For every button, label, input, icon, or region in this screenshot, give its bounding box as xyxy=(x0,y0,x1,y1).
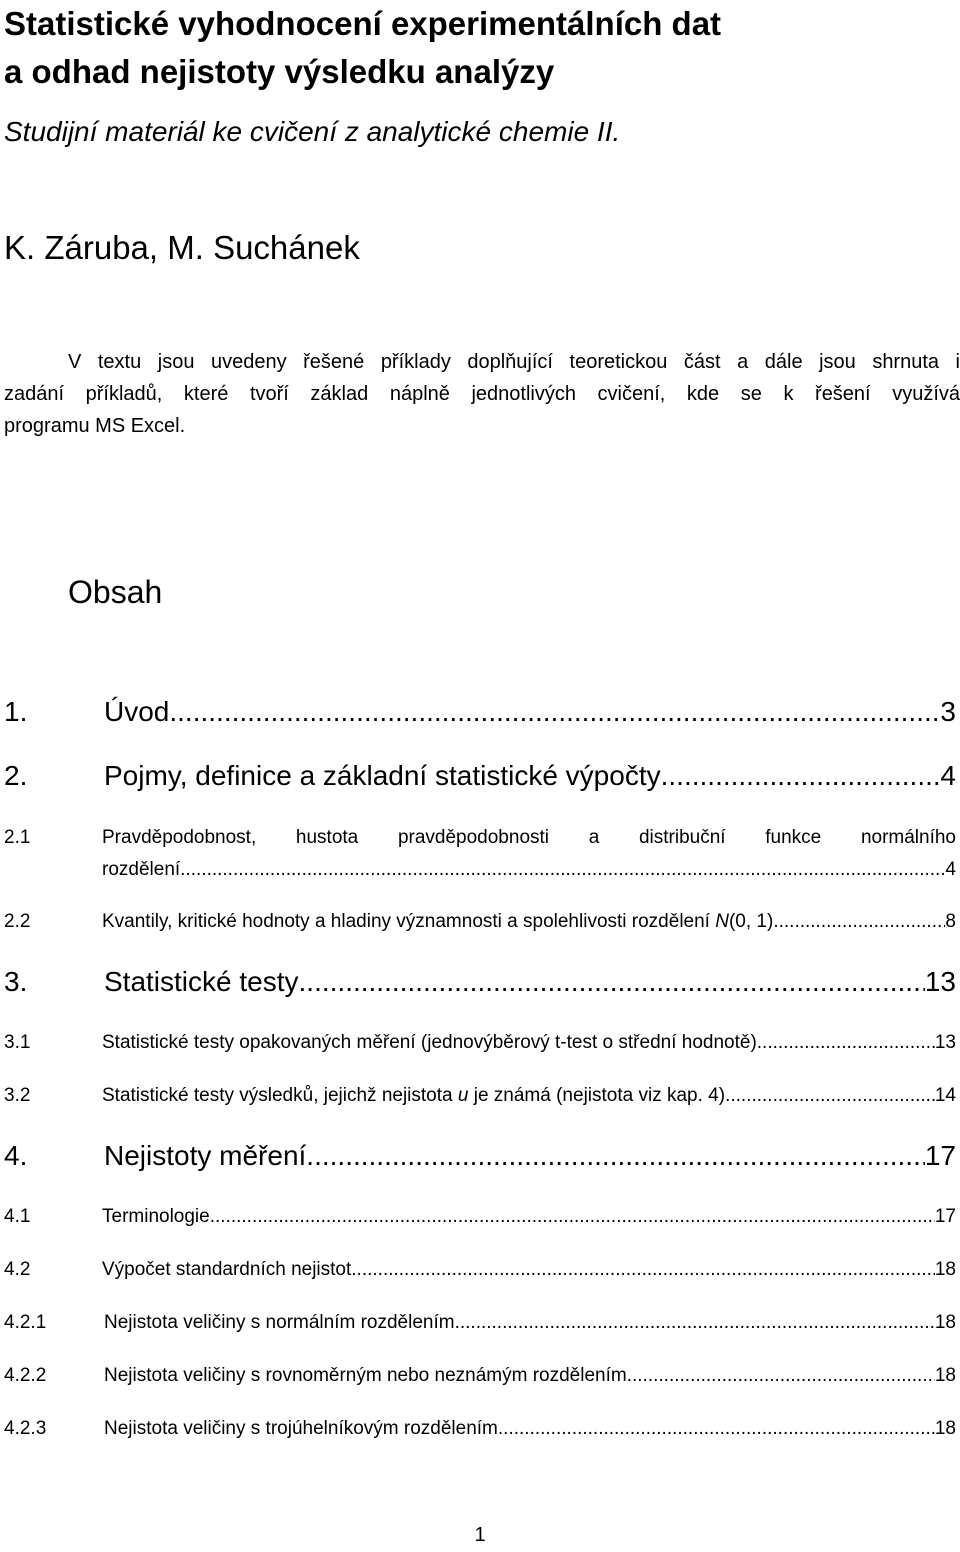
toc-entry-page: 17 xyxy=(924,1140,956,1171)
toc-dot-leader xyxy=(210,1201,935,1233)
toc-entry-title: Terminologie xyxy=(102,1206,210,1227)
toc-entry-page: 4 xyxy=(945,859,956,880)
title-line-1: Statistické vyhodnocení experimentálních dat xyxy=(4,5,722,42)
toc-entry-number: 4.1 xyxy=(4,1206,31,1227)
document-title xyxy=(4,0,944,96)
toc-entry-page: 14 xyxy=(934,1085,956,1106)
toc-entry-number: 4.2.3 xyxy=(4,1418,47,1439)
toc-dot-leader xyxy=(757,1027,935,1059)
intro-line-1: V textu jsou uvedeny řešené příklady doplňující teoretickou část a dále jsou shrnuta i xyxy=(68,351,960,373)
toc-entry-4[interactable] xyxy=(4,1136,956,1176)
toc-entry-page: 18 xyxy=(934,1418,956,1439)
toc-entry-number: 3.2 xyxy=(4,1085,31,1106)
toc-dot-leader xyxy=(498,1413,935,1445)
toc-entry-title: Nejistoty měření xyxy=(104,1140,307,1171)
toc-entry-number: 4.2 xyxy=(4,1259,31,1280)
toc-entry-4-2-2[interactable] xyxy=(4,1360,956,1392)
toc-entry-title: Nejistota veličiny s trojúhelníkovým rozdělením xyxy=(104,1418,498,1439)
toc-dot-leader xyxy=(661,756,941,796)
toc-entry-2-1[interactable] xyxy=(4,822,956,886)
toc-entry-4-2-3[interactable] xyxy=(4,1413,956,1445)
toc-entry-title xyxy=(102,1080,725,1112)
document-subtitle: Studijní materiál ke cvičení z analytické chemie II. xyxy=(4,116,621,147)
toc-title-variable: u xyxy=(457,1085,469,1106)
toc-title-text-end: je známá (nejistota viz kap. 4) xyxy=(468,1085,726,1106)
toc-entry-number: 4.2.2 xyxy=(4,1365,47,1386)
toc-entry-2[interactable] xyxy=(4,756,956,796)
toc-entry-page: 13 xyxy=(934,1032,956,1053)
toc-entry-title-line-2: rozdělení xyxy=(102,859,181,880)
toc-entry-page: 3 xyxy=(940,696,956,727)
intro-line-2: zadání příkladů, které tvoří základ náplně jednotlivých cvičení, kde se k řešení využívá xyxy=(4,383,960,405)
toc-entry-2-2[interactable] xyxy=(4,906,956,938)
toc-entry-3[interactable] xyxy=(4,962,956,1002)
toc-dot-leader xyxy=(725,1080,935,1112)
toc-entry-page: 4 xyxy=(940,760,956,791)
toc-entry-4-1[interactable] xyxy=(4,1201,956,1233)
toc-dot-leader xyxy=(180,854,945,886)
toc-dot-leader xyxy=(455,1307,935,1339)
toc-entry-title xyxy=(102,906,773,938)
toc-entry-page: 18 xyxy=(934,1312,956,1333)
toc-entry-title-line-1: Pravděpodobnost, hustota pravděpodobnosti a distribuční funkce normálního xyxy=(102,827,956,848)
toc-entry-number: 1. xyxy=(4,696,28,727)
toc-entry-1[interactable] xyxy=(4,692,956,732)
toc-dot-leader xyxy=(627,1360,935,1392)
toc-entry-page: 13 xyxy=(924,966,956,997)
toc-entry-3-2[interactable] xyxy=(4,1080,956,1112)
toc-dot-leader xyxy=(306,1136,925,1176)
toc-entry-3-1[interactable] xyxy=(4,1027,956,1059)
toc-dot-leader xyxy=(169,692,940,732)
toc-dot-leader xyxy=(351,1254,935,1286)
toc-entry-title: Nejistota veličiny s normálním rozdělením xyxy=(104,1312,455,1333)
toc-entry-number: 4. xyxy=(4,1140,28,1171)
toc-entry-page: 17 xyxy=(934,1206,956,1227)
intro-line-3: programu MS Excel. xyxy=(4,415,186,437)
toc-title-text-end: (0, 1) xyxy=(728,911,774,932)
toc-entry-page: 18 xyxy=(934,1365,956,1386)
page-number: 1 xyxy=(474,1524,486,1546)
toc-entry-number: 3.1 xyxy=(4,1032,31,1053)
toc-entry-title: Statistické testy xyxy=(104,966,299,997)
title-line-2: a odhad nejistoty výsledku analýzy xyxy=(4,53,555,90)
toc-entry-title: Nejistota veličiny s rovnoměrným nebo neznámým rozdělením xyxy=(104,1365,627,1386)
toc-heading: Obsah xyxy=(68,574,163,610)
toc-entry-4-2-1[interactable] xyxy=(4,1307,956,1339)
toc-entry-4-2[interactable] xyxy=(4,1254,956,1286)
toc-entry-number: 4.2.1 xyxy=(4,1312,47,1333)
toc-entry-title: Pojmy, definice a základní statistické výpočty xyxy=(104,760,661,791)
toc-entry-title: Výpočet standardních nejistot xyxy=(102,1259,352,1280)
document-authors: K. Záruba, M. Suchánek xyxy=(4,229,360,266)
toc-entry-page: 8 xyxy=(945,911,956,932)
intro-paragraph xyxy=(4,346,960,442)
toc-entry-number: 2.2 xyxy=(4,911,31,932)
toc-title-variable: N xyxy=(715,911,729,932)
toc-dot-leader xyxy=(299,962,925,1002)
toc-entry-number: 2.1 xyxy=(4,827,31,848)
toc-entry-page: 18 xyxy=(934,1259,956,1280)
toc-entry-number: 3. xyxy=(4,966,28,997)
toc-dot-leader xyxy=(773,906,945,938)
toc-title-text: Kvantily, kritické hodnoty a hladiny významnosti a spolehlivosti rozdělení xyxy=(102,911,716,932)
toc-entry-title: Úvod xyxy=(104,696,170,727)
toc-entry-number: 2. xyxy=(4,760,28,791)
toc-entry-title: Statistické testy opakovaných měření (jednovýběrový t-test o střední hodnotě) xyxy=(102,1032,757,1053)
toc-title-text: Statistické testy výsledků, jejichž nejistota xyxy=(102,1085,458,1106)
